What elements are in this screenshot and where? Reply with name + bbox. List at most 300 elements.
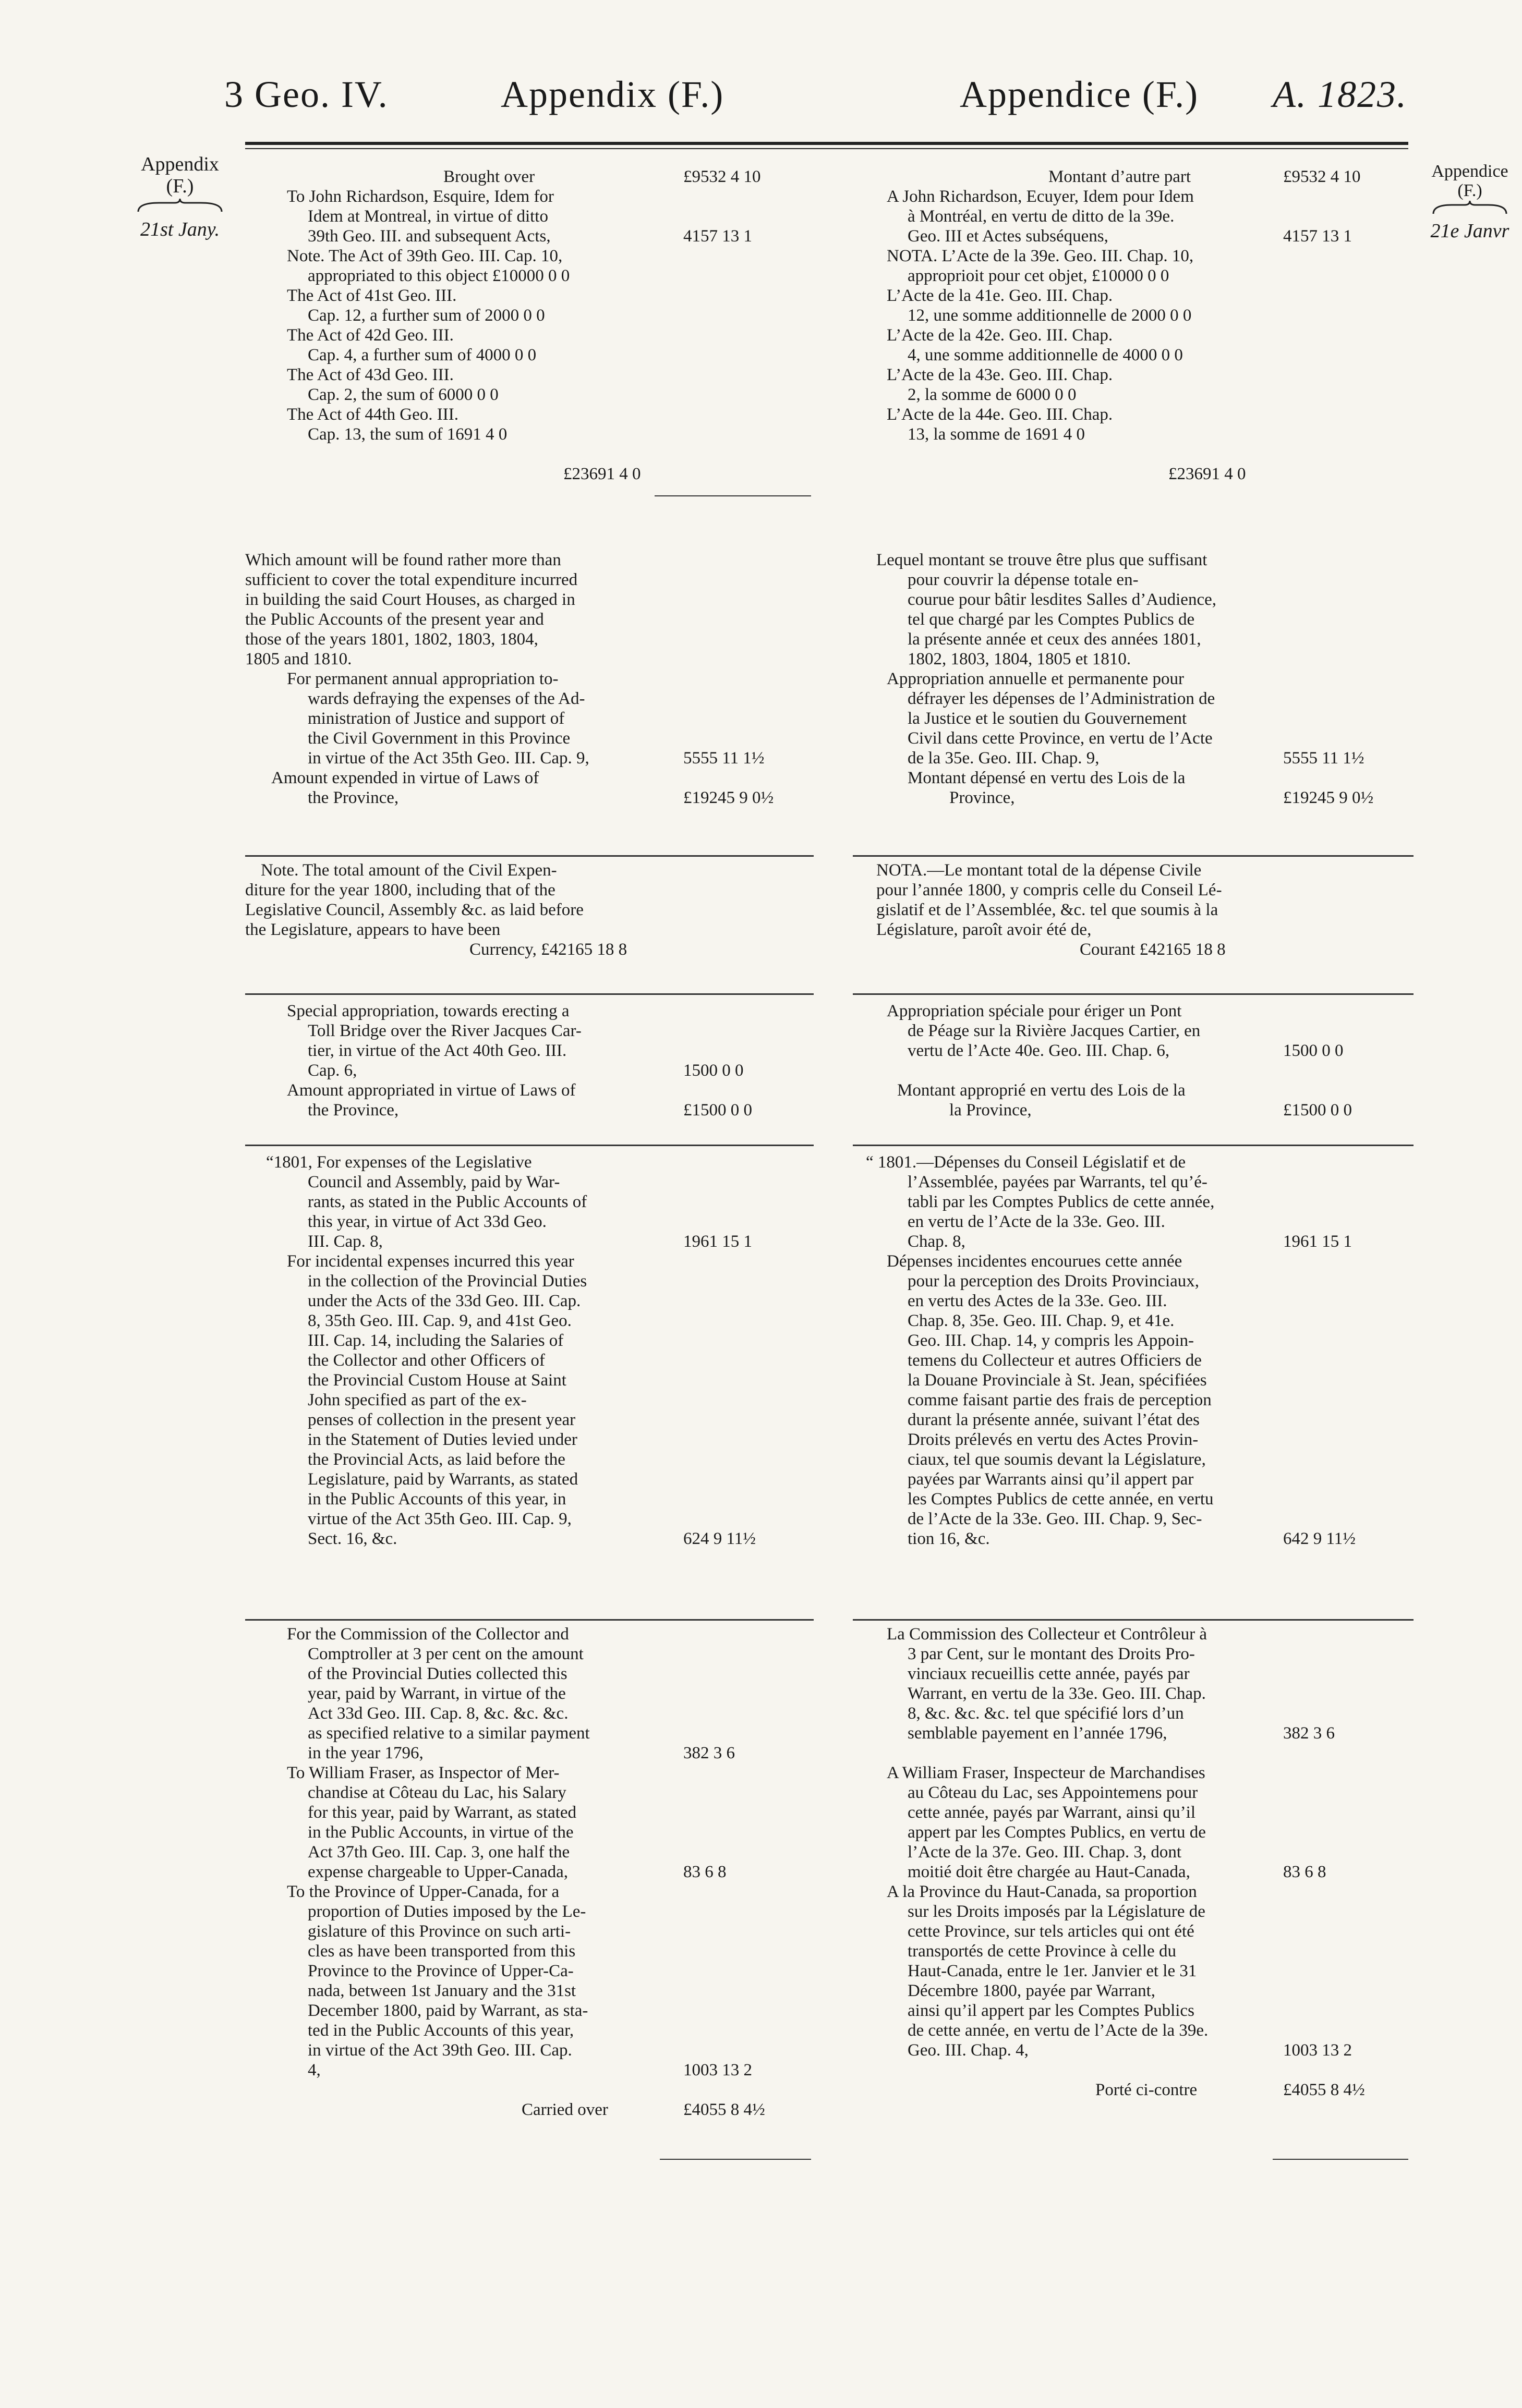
english-block-legislative-expenses (266, 1152, 808, 1549)
ledger-text: The Act of 44th Geo. III. (287, 405, 458, 424)
ledger-line (887, 1172, 1408, 1192)
ledger-text: in the year 1796, (308, 1744, 424, 1762)
ledger-line (887, 246, 1408, 266)
brace-icon (1431, 201, 1509, 216)
ledger-line (887, 1351, 1408, 1370)
ledger-text: Cap. 2, the sum of 6000 0 0 (308, 385, 499, 404)
ledger-text: The Act of 41st Geo. III. (287, 286, 457, 305)
ledger-line (887, 1061, 1408, 1080)
separator-rule (853, 993, 1414, 995)
ledger-line (876, 920, 1408, 940)
ledger-text: 13, la somme de 1691 4 0 (908, 425, 1085, 444)
separator-rule (853, 1145, 1414, 1146)
ledger-line (887, 365, 1408, 385)
ledger-text: ainsi qu’il appert par les Comptes Publics (908, 2001, 1194, 2020)
separator-rule (853, 855, 1414, 857)
ledger-line (287, 1723, 808, 1743)
ledger-text: tabli par les Comptes Publics de cette année, (908, 1193, 1215, 1211)
ledger-amount: 4157 13 1 (683, 227, 752, 246)
ledger-line (287, 1644, 808, 1664)
ledger-text: Note. The total amount of the Civil Expen- (261, 861, 557, 880)
ledger-text: les Comptes Publics de cette année, en vertu (908, 1490, 1214, 1509)
ledger-line (887, 590, 1408, 610)
ledger-text: Special appropriation, towards erecting a (287, 1002, 570, 1020)
ledger-text: appert par les Comptes Publics, en vertu de (908, 1823, 1206, 1842)
ledger-text: For permanent annual appropriation to- (287, 670, 559, 688)
ledger-line (287, 385, 808, 405)
ledger-text: Act 37th Geo. III. Cap. 3, one half the (308, 1843, 570, 1862)
ledger-text: la Justice et le soutien du Gouvernement (908, 709, 1187, 728)
ledger-amount: 1003 13 2 (1283, 2041, 1352, 2060)
ledger-text: L’Acte de la 44e. Geo. III. Chap. (887, 405, 1113, 424)
ledger-line (887, 689, 1408, 709)
ledger-line (245, 649, 808, 669)
ledger-line (887, 2080, 1408, 2100)
ledger-line (287, 2080, 808, 2100)
french-block-pont-peage (887, 1001, 1408, 1120)
ledger-line (287, 1041, 808, 1061)
ledger-text: à Montréal, en vertu de ditto de la 39e. (908, 207, 1175, 226)
ledger-text: Council and Assembly, paid by War- (308, 1173, 560, 1191)
ledger-text: Amount expended in virtue of Laws of (271, 769, 539, 787)
ledger-line (887, 1311, 1408, 1331)
margin-label: Appendix (141, 153, 219, 175)
ledger-line (887, 1684, 1408, 1704)
margin-sub: (F.) (1457, 181, 1482, 201)
ledger-text: Montant d’autre part (1048, 167, 1191, 186)
ledger-line (887, 306, 1408, 325)
ledger-line (245, 629, 808, 649)
ledger-line (887, 385, 1408, 405)
ledger-line (887, 1664, 1408, 1684)
ledger-amount: 382 3 6 (1283, 1724, 1335, 1743)
ledger-text: pour la perception des Droits Provinciaux, (908, 1272, 1200, 1291)
ledger-line (887, 728, 1408, 748)
ledger-text: the Legislature, appears to have been (245, 920, 501, 939)
ledger-text: cles as have been transported from this (308, 1942, 576, 1961)
ledger-text: Legislative Council, Assembly &c. as laid before (245, 901, 584, 919)
ledger-text: Appropriation annuelle et permanente pour (887, 670, 1184, 688)
ledger-text: this year, in virtue of Act 33d Geo. (308, 1212, 547, 1231)
ledger-line (287, 1842, 808, 1862)
ledger-line (287, 1469, 808, 1489)
ledger-amount: £9532 4 10 (683, 167, 761, 186)
ledger-text: L’Acte de la 43e. Geo. III. Chap. (887, 366, 1113, 384)
ledger-line (887, 1981, 1408, 2001)
ledger-line (287, 1001, 808, 1021)
ledger-text: sufficient to cover the total expenditure incurred (245, 570, 578, 589)
ledger-line (887, 940, 1408, 959)
ledger-text: ted in the Public Accounts of this year, (308, 2021, 574, 2040)
ledger-line (287, 1529, 808, 1549)
ledger-text: appropriated to this object £10000 0 0 (308, 266, 570, 285)
ledger-line (245, 880, 808, 900)
ledger-line (887, 2021, 1408, 2040)
ledger-line (887, 768, 1408, 788)
ledger-amount: 1500 0 0 (1283, 1041, 1344, 1060)
ledger-text: Geo. III. Chap. 4, (908, 2041, 1029, 2060)
ledger-text: chandise at Côteau du Lac, his Salary (308, 1783, 566, 1802)
ledger-amount: 1961 15 1 (1283, 1232, 1352, 1251)
ledger-line (287, 1902, 808, 1921)
ledger-amount: £1500 0 0 (1283, 1101, 1352, 1120)
ledger-line (887, 788, 1408, 808)
ledger-line (887, 649, 1408, 669)
ledger-text: Toll Bridge over the River Jacques Car- (308, 1021, 582, 1040)
ledger-line (287, 1664, 808, 1684)
ledger-text: de l’Acte de la 33e. Geo. III. Chap. 9, Sec- (908, 1510, 1202, 1528)
ledger-text: pour l’année 1800, y compris celle du Conseil Lé- (876, 881, 1222, 899)
ledger-text: Province, (949, 788, 1015, 807)
ledger-text: tion 16, &c. (908, 1529, 990, 1548)
ledger-text: en vertu des Actes de la 33e. Geo. III. (908, 1292, 1167, 1310)
ledger-line (287, 1450, 808, 1469)
ledger-line (287, 1783, 808, 1803)
ledger-text: Amount appropriated in virtue of Laws of (287, 1081, 576, 1100)
ledger-line (887, 424, 1408, 444)
ledger-line (887, 610, 1408, 629)
ledger-text: £23691 4 0 (1168, 465, 1246, 483)
ledger-text: défrayer les dépenses de l’Administration de (908, 689, 1215, 708)
ledger-text: December 1800, paid by Warrant, as sta- (308, 2001, 588, 2020)
ledger-text: Cap. 12, a further sum of 2000 0 0 (308, 306, 545, 325)
english-block-commission (287, 1624, 808, 2120)
ledger-line (887, 1331, 1408, 1351)
ledger-text: sur les Droits imposés par la Législature de (908, 1902, 1205, 1921)
ledger-text: Courant £42165 18 8 (1080, 940, 1226, 959)
ledger-text: La Commission des Collecteur et Contrôleur à (887, 1625, 1207, 1644)
ledger-text: Cap. 13, the sum of 1691 4 0 (308, 425, 508, 444)
ledger-line (287, 788, 808, 808)
ledger-text: in the Public Accounts, in virtue of the (308, 1823, 574, 1842)
english-block-toll-bridge (287, 1001, 808, 1120)
ledger-line (287, 669, 808, 689)
ledger-line (887, 1704, 1408, 1723)
french-block-commission (887, 1624, 1408, 2100)
ledger-line (287, 1172, 808, 1192)
ledger-amount: 5555 11 1½ (1283, 749, 1364, 768)
ledger-line (876, 550, 1408, 570)
brace-icon (136, 199, 224, 214)
ledger-line (287, 226, 808, 246)
ledger-amount: 1500 0 0 (683, 1061, 744, 1080)
ledger-line (887, 1430, 1408, 1450)
ledger-amount: 83 6 8 (1283, 1863, 1326, 1881)
ledger-text: the Public Accounts of the present year and (245, 610, 544, 629)
ledger-line (876, 900, 1408, 920)
ledger-line (287, 1862, 808, 1882)
ledger-text: de cette année, en vertu de l’Acte de la 39e. (908, 2021, 1209, 2040)
ledger-line (287, 1212, 808, 1232)
ledger-line (287, 728, 808, 748)
ledger-line (887, 1100, 1408, 1120)
ledger-line (887, 1271, 1408, 1291)
ledger-line (887, 1390, 1408, 1410)
ledger-text: 8, &c. &c. &c. tel que spécifié lors d’un (908, 1704, 1184, 1723)
ledger-line (287, 1921, 808, 1941)
ledger-line (876, 880, 1408, 900)
ledger-line (887, 226, 1408, 246)
margin-date: 21e Janvr (1430, 220, 1509, 242)
ledger-line (287, 444, 808, 464)
ledger-line (887, 1509, 1408, 1529)
ledger-text: 4, une somme additionnelle de 4000 0 0 (908, 346, 1183, 364)
ledger-text: cette Province, sur tels articles qui ont été (908, 1922, 1194, 1941)
ledger-line (887, 2040, 1408, 2060)
header-reign: 3 Geo. IV. (224, 74, 389, 115)
ledger-line (866, 1152, 1408, 1172)
ledger-text: la présente année et ceux des années 1801, (908, 630, 1201, 649)
ledger-line (261, 860, 808, 880)
ledger-line (287, 1882, 808, 1902)
ledger-line (887, 669, 1408, 689)
ledger-line (887, 1370, 1408, 1390)
ledger-line (287, 405, 808, 424)
ledger-line (887, 345, 1408, 365)
ledger-text: Montant approprié en vertu des Lois de la (897, 1081, 1186, 1100)
ledger-line (887, 1291, 1408, 1311)
ledger-line (887, 444, 1408, 464)
ledger-line (887, 1941, 1408, 1961)
ledger-text: Chap. 8, 35e. Geo. III. Chap. 9, et 41e. (908, 1311, 1175, 1330)
ledger-line (887, 464, 1408, 484)
ledger-text: 39th Geo. III. and subsequent Acts, (308, 227, 551, 246)
ledger-text: au Côteau du Lac, ses Appointemens pour (908, 1783, 1198, 1802)
ledger-line (887, 1743, 1408, 1763)
ledger-line (287, 1331, 808, 1351)
ledger-line (887, 1902, 1408, 1921)
ledger-line (287, 1763, 808, 1783)
ledger-text: for this year, paid by Warrant, as stated (308, 1803, 576, 1822)
margin-sub: (F.) (166, 175, 194, 197)
ledger-text: Civil dans cette Province, en vertu de l’Acte (908, 729, 1213, 748)
separator-rule (245, 855, 814, 857)
ledger-text: Montant dépensé en vertu des Lois de la (908, 769, 1186, 787)
ledger-line (287, 424, 808, 444)
ledger-amount: 382 3 6 (683, 1744, 735, 1762)
ledger-text: A William Fraser, Inspecteur de Marchandises (887, 1764, 1205, 1782)
ledger-text: Porté ci-contre (1095, 2081, 1198, 2099)
ledger-text: in the Public Accounts of this year, in (308, 1490, 566, 1509)
ledger-text: tier, in virtue of the Act 40th Geo. III. (308, 1041, 567, 1060)
ledger-line (287, 1624, 808, 1644)
ledger-line (287, 1232, 808, 1251)
ledger-amount: 83 6 8 (683, 1863, 727, 1881)
ledger-line (287, 1080, 808, 1100)
ledger-line (887, 748, 1408, 768)
ledger-line (287, 1291, 808, 1311)
ledger-line (887, 167, 1408, 187)
ledger-line (287, 689, 808, 709)
ledger-line (887, 1803, 1408, 1822)
ledger-text: 1805 and 1810. (245, 650, 352, 668)
ledger-line (287, 1390, 808, 1410)
ledger-line (887, 286, 1408, 306)
ledger-line (271, 768, 808, 788)
ledger-text: For incidental expenses incurred this year (287, 1252, 574, 1271)
ledger-text: temens du Collecteur et autres Officiers de (908, 1351, 1202, 1370)
ledger-line (887, 187, 1408, 206)
ledger-line (887, 1529, 1408, 1549)
ledger-text: Carried over (522, 2100, 608, 2119)
header-left-title: Appendix (F.) (501, 74, 724, 115)
ledger-text: Idem at Montreal, in virtue of ditto (308, 207, 548, 226)
ledger-line (887, 1862, 1408, 1882)
ledger-text: nada, between 1st January and the 31st (308, 1981, 576, 2000)
ledger-text: Cap. 6, (308, 1061, 357, 1080)
ledger-line (287, 709, 808, 728)
ledger-line (887, 1842, 1408, 1862)
ledger-text: Chap. 8, (908, 1232, 965, 1251)
ledger-line (287, 286, 808, 306)
ledger-text: III. Cap. 14, including the Salaries of (308, 1331, 564, 1350)
ledger-text: la Douane Provinciale à St. Jean, spécifiées (908, 1371, 1207, 1390)
ledger-text: Geo. III. Chap. 14, y compris les Appoin- (908, 1331, 1194, 1350)
ledger-text: Appropriation spéciale pour ériger un Pont (887, 1002, 1182, 1020)
ledger-text: John specified as part of the ex- (308, 1391, 527, 1409)
ledger-text: in the Statement of Duties levied under (308, 1430, 577, 1449)
ledger-line (287, 1743, 808, 1763)
ledger-text: semblable payement en l’année 1796, (908, 1724, 1167, 1743)
ledger-text: Act 33d Geo. III. Cap. 8, &c. &c. &c. (308, 1704, 569, 1723)
ledger-text: To John Richardson, Esquire, Idem for (287, 187, 554, 206)
ledger-text: comme faisant partie des frais de perception (908, 1391, 1212, 1409)
ledger-line (287, 1803, 808, 1822)
ledger-line (887, 709, 1408, 728)
ledger-text: 4, (308, 2061, 321, 2079)
ledger-amount: 1003 13 2 (683, 2061, 752, 2079)
margin-note-left (128, 154, 232, 241)
separator-rule (655, 495, 811, 496)
ledger-text: the Provincial Acts, as laid before the (308, 1450, 565, 1469)
ledger-text: in the collection of the Provincial Duties (308, 1272, 587, 1291)
ledger-line (245, 610, 808, 629)
ledger-text: Décembre 1800, payée par Warrant, (908, 1981, 1156, 2000)
ledger-text: Droits prélevés en vertu des Actes Provin- (908, 1430, 1199, 1449)
ledger-line (287, 2001, 808, 2021)
ledger-text: those of the years 1801, 1802, 1803, 1804, (245, 630, 538, 649)
english-block-brought-over (287, 167, 808, 484)
ledger-text: en vertu de l’Acte de la 33e. Geo. III. (908, 1212, 1165, 1231)
ledger-text: vinciaux recueillis cette année, payés par (908, 1664, 1190, 1683)
ledger-text: under the Acts of the 33d Geo. III. Cap. (308, 1292, 581, 1310)
ledger-line (287, 167, 808, 187)
ledger-line (245, 570, 808, 590)
ledger-line (887, 1489, 1408, 1509)
ledger-line (287, 1271, 808, 1291)
margin-note-right (1418, 162, 1522, 242)
ledger-text: the Province, (308, 788, 399, 807)
ledger-text: in building the said Court Houses, as charged in (245, 590, 575, 609)
ledger-text: Haut-Canada, entre le 1er. Janvier et le 31 (908, 1962, 1197, 1980)
ledger-text: the Province, (308, 1101, 399, 1120)
ledger-line (887, 325, 1408, 345)
ledger-line (287, 1311, 808, 1331)
ledger-text: as specified relative to a similar payment (308, 1724, 590, 1743)
ledger-line (287, 246, 808, 266)
ledger-amount: £4055 8 4½ (1283, 2081, 1365, 2099)
ledger-line (287, 1410, 808, 1430)
ledger-text: Note. The Act of 39th Geo. III. Cap. 10, (287, 247, 563, 265)
ledger-text: in virtue of the Act 39th Geo. III. Cap. (308, 2041, 572, 2060)
ledger-line (245, 900, 808, 920)
separator-rule (245, 993, 814, 995)
ledger-text: 12, une somme additionnelle de 2000 0 0 (908, 306, 1192, 325)
ledger-line (287, 1941, 808, 1961)
ledger-line (887, 1041, 1408, 1061)
ledger-text: year, paid by Warrant, in virtue of the (308, 1684, 566, 1703)
ledger-line (287, 1021, 808, 1041)
ledger-line (287, 940, 808, 959)
ledger-text: £23691 4 0 (563, 465, 641, 483)
ledger-text: L’Acte de la 42e. Geo. III. Chap. (887, 326, 1113, 345)
ledger-line (287, 748, 808, 768)
ledger-text: Province to the Province of Upper-Ca- (308, 1962, 574, 1980)
ledger-line (266, 1152, 808, 1172)
english-block-court-houses (245, 550, 808, 808)
ledger-text: of the Provincial Duties collected this (308, 1664, 567, 1683)
ledger-line (887, 1723, 1408, 1743)
ledger-amount: 1961 15 1 (683, 1232, 752, 1251)
ledger-text: cette année, payés par Warrant, ainsi qu’il (908, 1803, 1195, 1822)
ledger-text: Cap. 4, a further sum of 4000 0 0 (308, 346, 537, 364)
ledger-line (287, 1684, 808, 1704)
ledger-text: l’Assemblée, payées par Warrants, tel qu’é- (908, 1173, 1207, 1191)
ledger-line (287, 464, 808, 484)
english-block-civil-expenditure-note (245, 860, 808, 959)
ledger-text: the Civil Government in this Province (308, 729, 571, 748)
ledger-line (287, 1430, 808, 1450)
ledger-text: 3 par Cent, sur le montant des Droits Pro- (908, 1645, 1195, 1663)
ledger-amount: 5555 11 1½ (683, 749, 765, 768)
ledger-line (887, 1080, 1408, 1100)
french-block-nota (876, 860, 1408, 959)
ledger-text: gislature of this Province on such arti- (308, 1922, 571, 1941)
separator-rule (245, 1145, 814, 1146)
ledger-text: ministration of Justice and support of (308, 709, 565, 728)
ledger-text: To William Fraser, as Inspector of Mer- (287, 1764, 560, 1782)
ledger-line (287, 1489, 808, 1509)
ledger-text: The Act of 43d Geo. III. (287, 366, 454, 384)
ledger-line (887, 1021, 1408, 1041)
ledger-text: tel que chargé par les Comptes Publics de (908, 610, 1195, 629)
ledger-line (887, 1961, 1408, 1981)
ledger-line (887, 1763, 1408, 1783)
ledger-line (887, 629, 1408, 649)
ledger-text: in virtue of the Act 35th Geo. III. Cap. 9, (308, 749, 589, 768)
ledger-text: vertu de l’Acte 40e. Geo. III. Chap. 6, (908, 1041, 1170, 1060)
ledger-amount: £9532 4 10 (1283, 167, 1361, 186)
ledger-line (287, 1981, 808, 2001)
ledger-text: Which amount will be found rather more than (245, 551, 561, 569)
ledger-text: “1801, For expenses of the Legislative (266, 1153, 532, 1172)
ledger-text: the Provincial Custom House at Saint (308, 1371, 566, 1390)
header-rule-top (245, 142, 1408, 145)
ledger-text: NOTA. L’Acte de la 39e. Geo. III. Chap. 10, (887, 247, 1194, 265)
ledger-text: penses of collection in the present year (308, 1410, 576, 1429)
ledger-line (287, 187, 808, 206)
ledger-line (287, 2040, 808, 2060)
ledger-text: Lequel montant se trouve être plus que suffisant (876, 551, 1207, 569)
ledger-text: The Act of 42d Geo. III. (287, 326, 454, 345)
ledger-line (887, 2001, 1408, 2021)
ledger-text: diture for the year 1800, including that of the (245, 881, 555, 899)
ledger-line (887, 1001, 1408, 1021)
margin-label: Appendice (1431, 162, 1508, 181)
ledger-line (287, 1251, 808, 1271)
ledger-line (887, 1232, 1408, 1251)
ledger-line (287, 1704, 808, 1723)
